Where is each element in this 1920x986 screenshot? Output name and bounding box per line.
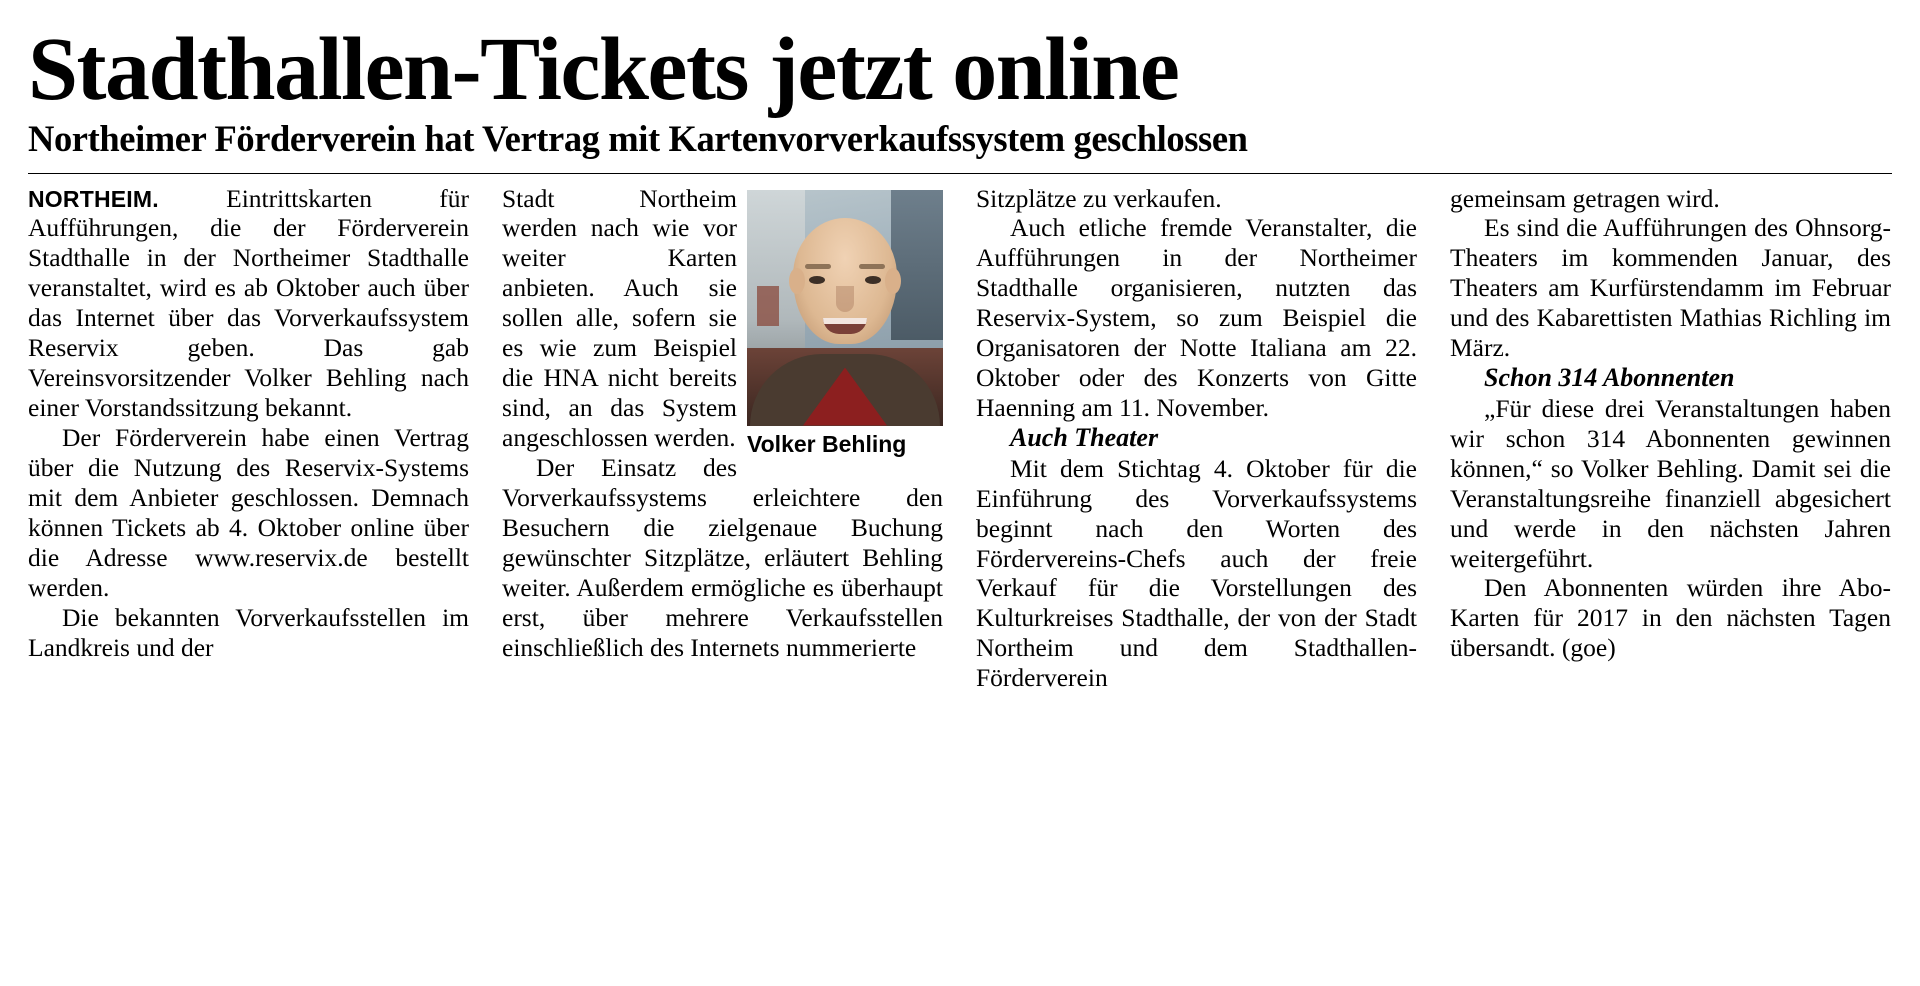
photo-building-right: [891, 190, 943, 340]
portrait-photo: [747, 190, 943, 426]
paragraph: Auch etliche fremde Veranstalter, die Aufführungen in der Northeimer Stadthalle organisieren, nutzten das Reservix-System, so zum Beispiel die Organisatoren der Notte Italiana am 22. Oktober oder des Konzerts von Gitte Haenning am 11. November.: [976, 213, 1417, 423]
article-column-2: [502, 184, 943, 694]
paragraph: Die bekannten Vorverkaufsstellen im Landkreis und der: [28, 602, 469, 662]
paragraph: Stadt Northeim werden nach wie vor weiter Karten anbieten. Auch sie sollen alle, sofern sie es wie zum Beispiel die HNA nicht bereits sind, an das System angeschlossen werden.: [502, 183, 737, 453]
section-subheading: Auch Theater: [1010, 423, 1159, 453]
article-subheadline: Northeimer Förderverein hat Vertrag mit Kartenvorverkaufssystem geschlossen: [28, 118, 1248, 160]
paragraph-text: Eintrittskarten für Aufführungen, die der Förderverein Stadthalle in der Northeimer Stadthalle veranstaltet, wird es ab Oktober auch über das Internet über das Vorverkaufssystem Reservix geben. Das gab Vereinsvorsitzender Volker Behling nach einer Vorstandssitzung bekannt.: [28, 183, 469, 423]
paragraph: „Für diese drei Veranstaltungen haben wir schon 314 Abonnenten gewinnen können,“ so Volker Behling. Damit sei die Veranstaltungsreihe finanziell abgesichert und werde in den nächsten Jahren weitergeführt.: [1450, 393, 1891, 573]
paragraph-dateline: [28, 184, 469, 424]
article-column-1: [28, 184, 469, 694]
paragraph: gemeinsam getragen wird.: [1450, 183, 1720, 213]
photo-eye-left: [809, 276, 825, 284]
photo-brow-left: [805, 264, 831, 269]
paragraph: Den Abonnenten würden ihre Abo-Karten für 2017 in den nächsten Tagen übersandt. (goe): [1450, 573, 1891, 663]
paragraph: Der Einsatz des Vorverkaufssystems erleichtere den Besuchern die zielgenaue Buchung gewünschter Sitzplätze, erläutert Behling weiter. Außerdem ermögliche es überhaupt erst, über mehrere Verkaufsstellen einschließlich des Internets nummerierte: [502, 453, 943, 662]
article-columns: [28, 184, 1892, 694]
photo-eye-right: [865, 276, 881, 284]
article-column-4: [1450, 184, 1891, 694]
paragraph: Sitzplätze zu verkaufen.: [976, 183, 1222, 213]
photo-ear-right: [885, 268, 901, 294]
paragraph: Der Förderverein habe einen Vertrag über die Nutzung des Reservix-Systems mit dem Anbieter geschlossen. Demnach können Tickets ab 4. Oktober online über die Adresse www.reservix.de bestellt werden.: [28, 423, 469, 602]
article-column-3: [976, 184, 1417, 694]
photo-ear-left: [789, 268, 805, 294]
article: [28, 20, 1892, 693]
dateline-label: NORTHEIM.: [28, 185, 159, 212]
paragraph: Es sind die Aufführungen des Ohnsorg-Theaters im kommenden Januar, des Theaters am Kurfürstendamm im Februar und des Kabarettisten Mathias Richling im März.: [1450, 213, 1891, 363]
header-divider: [28, 173, 1892, 174]
photo-brow-right: [859, 264, 885, 269]
page-title: Stadthallen-Tickets jetzt online: [28, 20, 1179, 119]
paragraph: Mit dem Stichtag 4. Oktober für die Einführung des Vorverkaufssystems beginnt nach den Worten des Fördervereins-Chefs auch der freie Verkauf für die Vorstellungen des Kulturkreises Stadthalle, der von der Stadt Northeim und dem Stadthallen-Förderverein: [976, 453, 1417, 693]
photo-nose: [836, 286, 854, 312]
section-subheading: Schon 314 Abonnenten: [1484, 363, 1735, 393]
photo-caption: Volker Behling: [747, 430, 907, 457]
photo-block: [747, 190, 943, 458]
